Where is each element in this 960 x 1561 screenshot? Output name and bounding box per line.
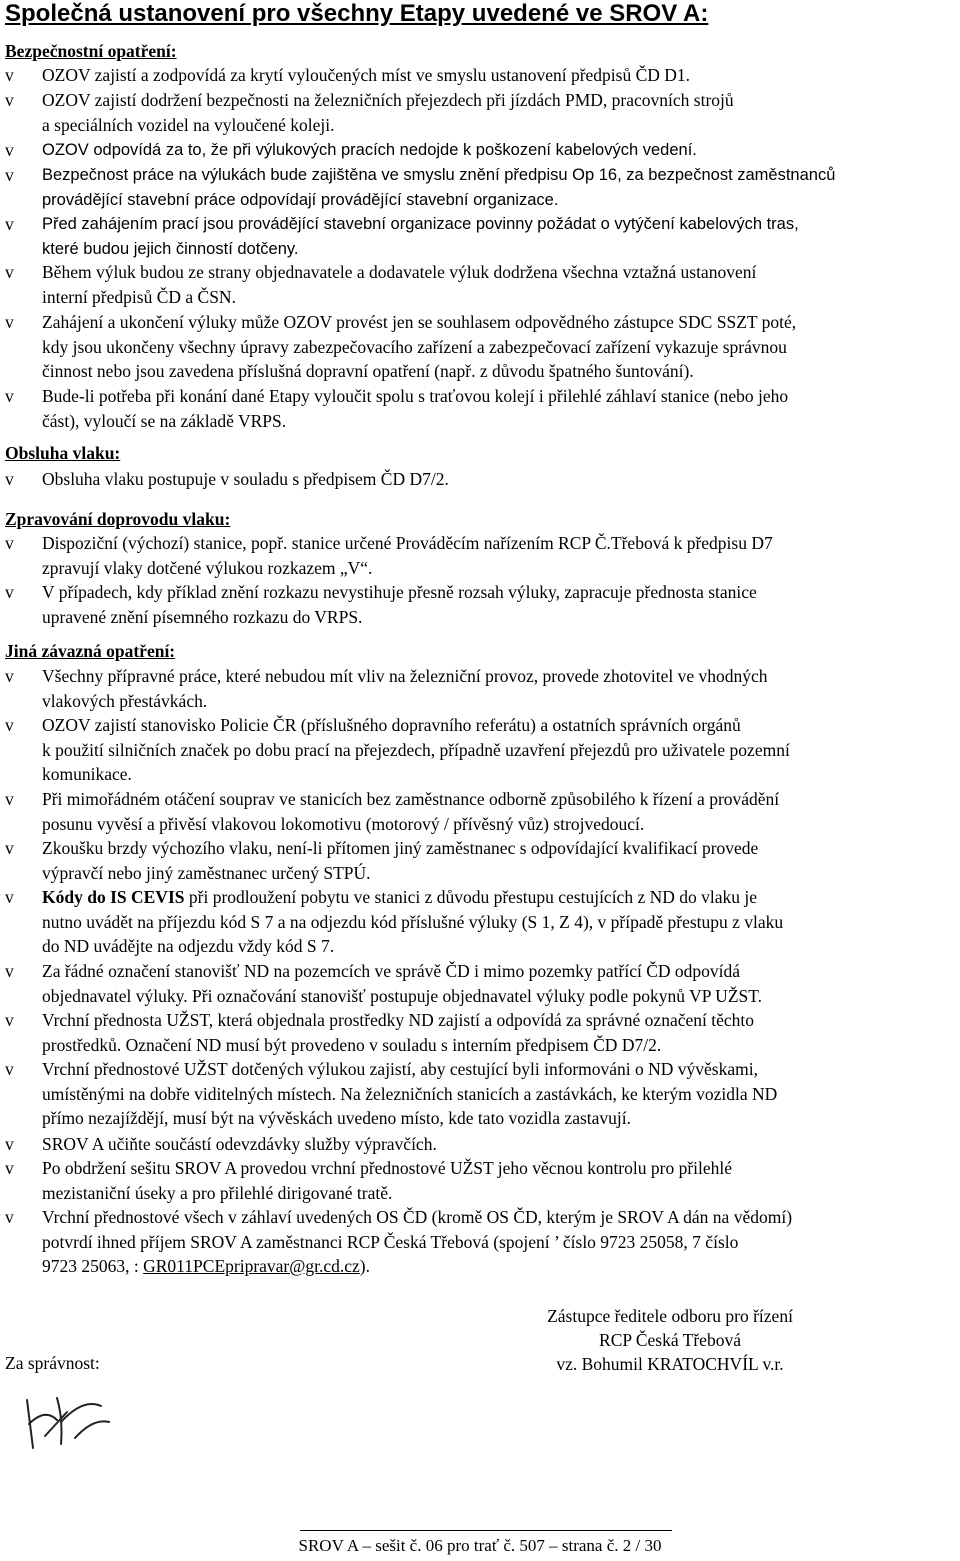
text-line: Všechny přípravné práce, které nebudou mít vliv na železniční provoz, provede zhotovitel ve vhodných: [42, 666, 768, 686]
text-line: SROV A učiňte součástí odevzdávky služby výpravčích.: [42, 1134, 437, 1154]
bullet-marker: v: [5, 666, 14, 686]
signature-title-line1: Zástupce ředitele odboru pro řízení: [547, 1306, 793, 1326]
list-item-text: [42, 88, 960, 137]
list-item-text: [42, 787, 960, 836]
list-item: [5, 212, 960, 261]
bullet-marker: v: [5, 789, 14, 809]
bullet-marker: v: [5, 140, 14, 160]
text-line: Při mimořádném otáčení souprav ve stanicích bez zaměstnance odborně způsobilého k řízení a provádění: [42, 789, 780, 809]
heading-obsluha: Obsluha vlaku:: [5, 443, 121, 463]
text-line: činnost nebo jsou zavedena příslušná dopravní opatření (např. z důvodu špatného šuntování).: [42, 361, 694, 381]
list-item-text: [42, 664, 960, 713]
text-line: Za řádné označení stanovišť ND na pozemcích ve správě ČD i mimo pozemky patřící ČD odpovídá: [42, 961, 741, 981]
list-item-text: [42, 212, 960, 261]
bullet-marker: v: [5, 961, 14, 981]
bullet-marker: v: [5, 165, 14, 185]
document-title: Společná ustanovení pro všechny Etapy uvedené ve SROV A:: [5, 0, 709, 27]
page-footer: SROV A – sešit č. 06 pro trať č. 507 – strana č. 2 / 30: [298, 1536, 662, 1555]
text-line: Bude-li potřeba při konání dané Etapy vyloučit spolu s traťovou kolejí i přilehlé záhlaví stanice (nebo jeho: [42, 386, 789, 406]
bullet-marker: v: [5, 65, 14, 85]
list-item: [5, 959, 960, 1008]
text-line: Vrchní přednostové UŽST dotčených výlukou zajistí, aby cestující byli informováni o ND vývěskami,: [42, 1059, 758, 1079]
list-item: [5, 1205, 960, 1279]
text-line: posunu vyvěsí a přivěsí vlakovou lokomotivu (motorový / přívěsný vůz) strojvedoucí.: [42, 813, 645, 834]
text-line: nutno uvádět na příjezdu kód S 7 a na odjezdu kód příslušné výluky (S 1, Z 4), v případě přestupu z vlaku: [42, 911, 784, 932]
list-item: [5, 384, 960, 433]
list-item-text: [42, 1156, 960, 1205]
text-line: V případech, kdy příklad znění rozkazu nevystihuje přesně rozsah výluky, zapracuje přednosta stanice: [42, 582, 757, 602]
list-item-text: [42, 467, 960, 492]
list-item: [5, 63, 960, 88]
bullet-marker: v: [5, 90, 14, 110]
list-item-text: [42, 959, 960, 1008]
bullet-marker: v: [5, 715, 14, 735]
list-item-text: [42, 1008, 960, 1057]
bullet-marker: v: [5, 262, 14, 282]
text-line: OZOV zajistí dodržení bezpečnosti na železničních přejezdech při jízdách PMD, pracovních strojů: [42, 90, 734, 110]
list-item-text: [42, 310, 960, 384]
list-item: [5, 580, 960, 629]
heading-jina: Jiná závazná opatření:: [5, 641, 176, 661]
list-item: [5, 787, 960, 836]
text-line: a speciálních vozidel na vyloučené koleji.: [42, 114, 335, 135]
list-item-text: [42, 580, 960, 629]
approval-label: Za správnost:: [5, 1353, 100, 1373]
bullet-marker: v: [5, 582, 14, 602]
list-item-text: [42, 885, 960, 959]
text-line: které budou jejich činností dotčeny.: [42, 239, 299, 258]
list-item-text: [42, 384, 960, 433]
handwritten-signature: [5, 1378, 135, 1458]
text-line: výpravčí nebo jiný zaměstnanec určený STPÚ.: [42, 862, 371, 883]
text-line: Dispoziční (výchozí) stanice, popř. stanice určené Prováděcím nařízením RCP Č.Třebová k předpisu D7: [42, 533, 773, 553]
text-line: Před zahájením prací jsou provádějící stavební organizace povinny požádat o vytýčení kabelových tras,: [42, 215, 799, 233]
text-line: 9723 25063, : GR011PCEpripravar@gr.cd.cz).: [42, 1256, 370, 1276]
text-line: potvrdí ihned příjem SROV A zaměstnanci RCP Česká Třebová (spojení ’ číslo 9723 25058, 7 číslo: [42, 1231, 739, 1252]
list-item: [5, 1156, 960, 1205]
text-line: Bezpečnost práce na výlukách bude zajištěna ve smyslu znění předpisu Op 16, za bezpečnost zaměstnanců: [42, 166, 836, 184]
list-item-text: [42, 163, 960, 212]
list-item: [5, 664, 960, 713]
text-line: Vrchní přednosta UŽST, která objednala prostředky ND zajistí a odpovídá za správné označení těchto: [42, 1010, 754, 1030]
text-line: Zahájení a ukončení výluky může OZOV provést jen se souhlasem odpovědného zástupce SDC SSZT poté,: [42, 312, 797, 332]
heading-bezpecnost: Bezpečnostní opatření:: [5, 41, 177, 61]
list-item: [5, 88, 960, 137]
list-item: [5, 138, 960, 163]
bullet-marker: v: [5, 312, 14, 332]
text-line: Po obdržení sešitu SROV A provedou vrchní přednostové UŽST jeho věcnou kontrolu pro přilehlé: [42, 1158, 733, 1178]
list-item-text: [42, 260, 960, 309]
bullet-marker: v: [5, 1010, 14, 1030]
bullet-marker: v: [5, 1207, 14, 1227]
list-item-text: [42, 531, 960, 580]
list-item-text: [42, 1205, 960, 1279]
text-line: interní předpisů ČD a ČSN.: [42, 286, 236, 307]
list-item: [5, 1008, 960, 1057]
list-item: [5, 531, 960, 580]
list-item-text: [42, 836, 960, 885]
list-item-text: [42, 138, 960, 163]
text-line: OZOV zajistí a zodpovídá za krytí vyloučených míst ve smyslu ustanovení předpisů ČD D1.: [42, 65, 691, 85]
text-line: Zkoušku brzdy výchozího vlaku, není-li přítomen jiný zaměstnanec s odpovídající kvalifikací provede: [42, 838, 759, 858]
bullet-marker: v: [5, 838, 14, 858]
list-item-text: [42, 1132, 960, 1157]
text-line: komunikace.: [42, 764, 132, 784]
list-item-text: [42, 1057, 960, 1131]
text-line: kdy jsou ukončeny všechny úpravy zabezpečovacího zařízení a zabezpečovací zařízení vykazuje správnou: [42, 336, 787, 357]
text-line: mezistaniční úseky a pro přilehlé dirigované tratě.: [42, 1182, 393, 1203]
text-line: přímo nezajíždějí, musí být na vývěskách uvedeno místo, kde tato vozidla zastavují.: [42, 1108, 632, 1128]
text-line: Obsluha vlaku postupuje v souladu s předpisem ČD D7/2.: [42, 469, 449, 489]
footer-rule: [300, 1530, 672, 1531]
email-link[interactable]: GR011PCEpripravar@gr.cd.cz: [143, 1256, 360, 1276]
list-item: [5, 260, 960, 309]
list-item-text: [42, 713, 960, 787]
text-line: Vrchní přednostové všech v záhlaví uvedených OS ČD (kromě OS ČD, kterým je SROV A dán na vědomí): [42, 1207, 793, 1227]
list-item: [5, 163, 960, 212]
text-line: Kódy do IS CEVIS při prodloužení pobytu ve stanici z důvodu přestupu cestujících z ND do vlaku je: [42, 887, 758, 907]
text-line: do ND uvádějte na odjezdu vždy kód S 7.: [42, 936, 335, 956]
text-line: zpravují vlaky dotčené výlukou rozkazem „V“.: [42, 557, 373, 578]
bullet-marker: v: [5, 887, 14, 907]
signature-title-line2: RCP Česká Třebová: [599, 1330, 741, 1350]
bullet-marker: v: [5, 1059, 14, 1079]
list-item: [5, 467, 960, 492]
signature-name: vz. Bohumil KRATOCHVÍL v.r.: [556, 1354, 784, 1374]
text-line: OZOV zajistí stanovisko Policie ČR (příslušného dopravního referátu) a ostatních správních orgánů: [42, 715, 741, 735]
bullet-marker: v: [5, 469, 14, 489]
bullet-marker: v: [5, 1158, 14, 1178]
list-item: [5, 1132, 960, 1157]
list-item: [5, 836, 960, 885]
text-line: umístěnými na dobře viditelných místech. Na železničních stanicích a zastávkách, ke kterým vozidla ND: [42, 1083, 778, 1104]
list-item: [5, 885, 960, 959]
text-line: provádějící stavební práce odpovídají provádějící stavební organizace.: [42, 190, 559, 209]
text-line: upravené znění písemného rozkazu do VRPS.: [42, 606, 363, 627]
list-item: [5, 310, 960, 384]
bullet-marker: v: [5, 214, 14, 234]
text-line: Během výluk budou ze strany objednavatele a dodavatele výluk dodržena všechna vztažná ustanovení: [42, 262, 757, 282]
text-line: část), vyloučí se na základě VRPS.: [42, 410, 287, 431]
list-item-text: [42, 63, 960, 88]
text-line: vlakových přestávkách.: [42, 690, 208, 711]
text-line: OZOV odpovídá za to, že při výlukových pracích nedojde k poškození kabelových vedení.: [42, 141, 697, 159]
list-item: [5, 713, 960, 787]
bullet-marker: v: [5, 533, 14, 553]
email-suffix: ).: [359, 1256, 370, 1276]
text-line: objednavatel výluky. Při označování stanovišť postupuje objednavatel výluky podle pokynů VP UŽST.: [42, 985, 763, 1006]
bullet-marker: v: [5, 386, 14, 406]
text-line: k použití silničních značek po dobu prací na přejezdech, případně uzavření přejezdů pro uživatele pozemní: [42, 739, 790, 760]
text-line: prostředků. Označení ND musí být provedeno v souladu s interním předpisem ČD D7/2.: [42, 1034, 662, 1055]
list-item: [5, 1057, 960, 1131]
bullet-marker: v: [5, 1134, 14, 1154]
heading-zpravovani: Zpravování doprovodu vlaku:: [5, 509, 231, 529]
